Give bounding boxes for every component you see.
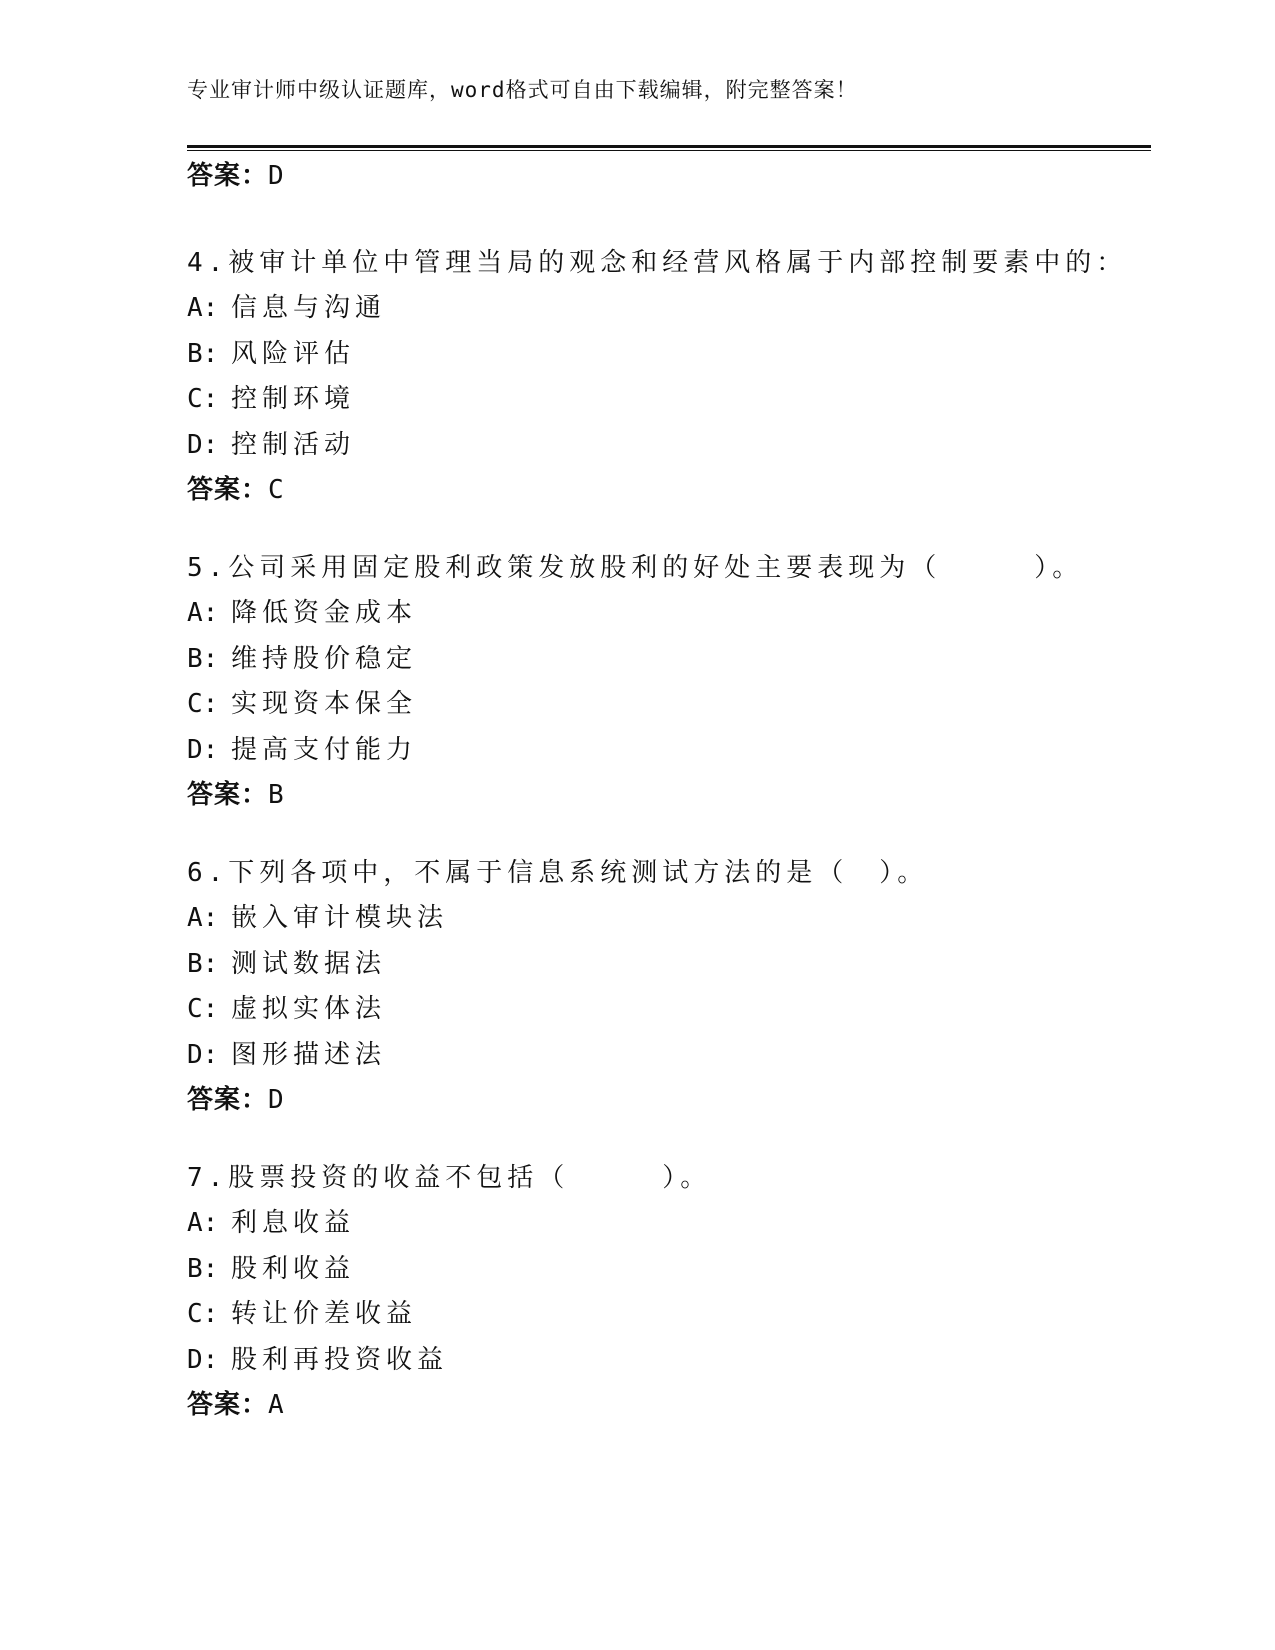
question-text: 6.下列各项中，不属于信息系统测试方法的是（ ）。 bbox=[187, 858, 929, 888]
option-text: 维持股价稳定 bbox=[231, 643, 418, 674]
answer-label: 答案： bbox=[187, 780, 269, 810]
option-text: 虚拟实体法 bbox=[231, 994, 387, 1024]
answer-label: 答案： bbox=[187, 475, 269, 505]
option-d bbox=[187, 1338, 1151, 1384]
option-d bbox=[187, 728, 1151, 774]
option-text: 图形描述法 bbox=[231, 1039, 387, 1070]
option-text: 提高支付能力 bbox=[231, 734, 418, 765]
answer-label: 答案： bbox=[187, 161, 269, 191]
option-letter: A: bbox=[187, 598, 219, 628]
answer-value: D bbox=[268, 161, 284, 191]
question-text: 5.公司采用固定股利政策发放股利的好处主要表现为（ ）。 bbox=[187, 553, 1084, 583]
question-text: 7.股票投资的收益不包括（ ）。 bbox=[187, 1163, 712, 1193]
option-a bbox=[187, 1201, 1151, 1247]
option-letter: C: bbox=[187, 384, 219, 414]
answer-line bbox=[187, 773, 1151, 818]
option-letter: D: bbox=[187, 734, 219, 765]
option-d bbox=[187, 423, 1151, 469]
option-text: 利息收益 bbox=[231, 1208, 356, 1238]
option-b bbox=[187, 942, 1151, 988]
answer-line bbox=[187, 1078, 1151, 1123]
answer-line bbox=[187, 155, 284, 192]
option-letter: C: bbox=[187, 689, 219, 719]
option-text: 嵌入审计模块法 bbox=[231, 903, 449, 933]
question-4 bbox=[187, 240, 1151, 513]
option-letter: B: bbox=[187, 948, 219, 979]
answer-line bbox=[187, 1383, 1151, 1428]
option-letter: B: bbox=[187, 338, 219, 369]
answer-value: D bbox=[268, 1085, 284, 1115]
answer-value: C bbox=[268, 475, 284, 505]
option-text: 转让价差收益 bbox=[231, 1299, 418, 1329]
answer-label: 答案： bbox=[187, 1085, 269, 1115]
question-text: 4.被审计单位中管理当局的观念和经营风格属于内部控制要素中的： bbox=[187, 248, 1128, 278]
header-rule-thick bbox=[187, 145, 1151, 148]
option-b bbox=[187, 1247, 1151, 1293]
page-header: 专业审计师中级认证题库，word格式可自由下载编辑，附完整答案！ bbox=[187, 78, 858, 102]
option-letter: D: bbox=[187, 1344, 219, 1375]
question-6 bbox=[187, 850, 1151, 1123]
answer-value: B bbox=[268, 780, 284, 810]
option-text: 测试数据法 bbox=[231, 948, 387, 979]
option-text: 风险评估 bbox=[231, 338, 356, 369]
option-c bbox=[187, 987, 1151, 1033]
answer-label: 答案： bbox=[187, 1390, 269, 1420]
option-c bbox=[187, 682, 1151, 728]
option-c bbox=[187, 1292, 1151, 1338]
option-letter: B: bbox=[187, 643, 219, 674]
option-a bbox=[187, 591, 1151, 637]
option-letter: C: bbox=[187, 1299, 219, 1329]
option-b bbox=[187, 332, 1151, 378]
option-letter: B: bbox=[187, 1253, 219, 1284]
option-letter: A: bbox=[187, 903, 219, 933]
option-a bbox=[187, 896, 1151, 942]
option-text: 股利收益 bbox=[231, 1253, 356, 1284]
option-text: 控制活动 bbox=[231, 429, 356, 460]
option-letter: A: bbox=[187, 1208, 219, 1238]
answer-line bbox=[187, 468, 1151, 513]
option-letter: C: bbox=[187, 994, 219, 1024]
option-letter: A: bbox=[187, 293, 219, 323]
option-a bbox=[187, 286, 1151, 332]
option-text: 信息与沟通 bbox=[231, 293, 387, 323]
option-text: 实现资本保全 bbox=[231, 689, 418, 719]
option-letter: D: bbox=[187, 1039, 219, 1070]
header-rule-thin bbox=[187, 150, 1151, 151]
option-b bbox=[187, 637, 1151, 683]
option-c bbox=[187, 377, 1151, 423]
option-d bbox=[187, 1033, 1151, 1079]
option-letter: D: bbox=[187, 429, 219, 460]
question-5 bbox=[187, 545, 1151, 818]
option-text: 控制环境 bbox=[231, 384, 356, 414]
option-text: 降低资金成本 bbox=[231, 598, 418, 628]
answer-value: A bbox=[268, 1390, 284, 1420]
option-text: 股利再投资收益 bbox=[231, 1344, 449, 1375]
question-7 bbox=[187, 1155, 1151, 1428]
